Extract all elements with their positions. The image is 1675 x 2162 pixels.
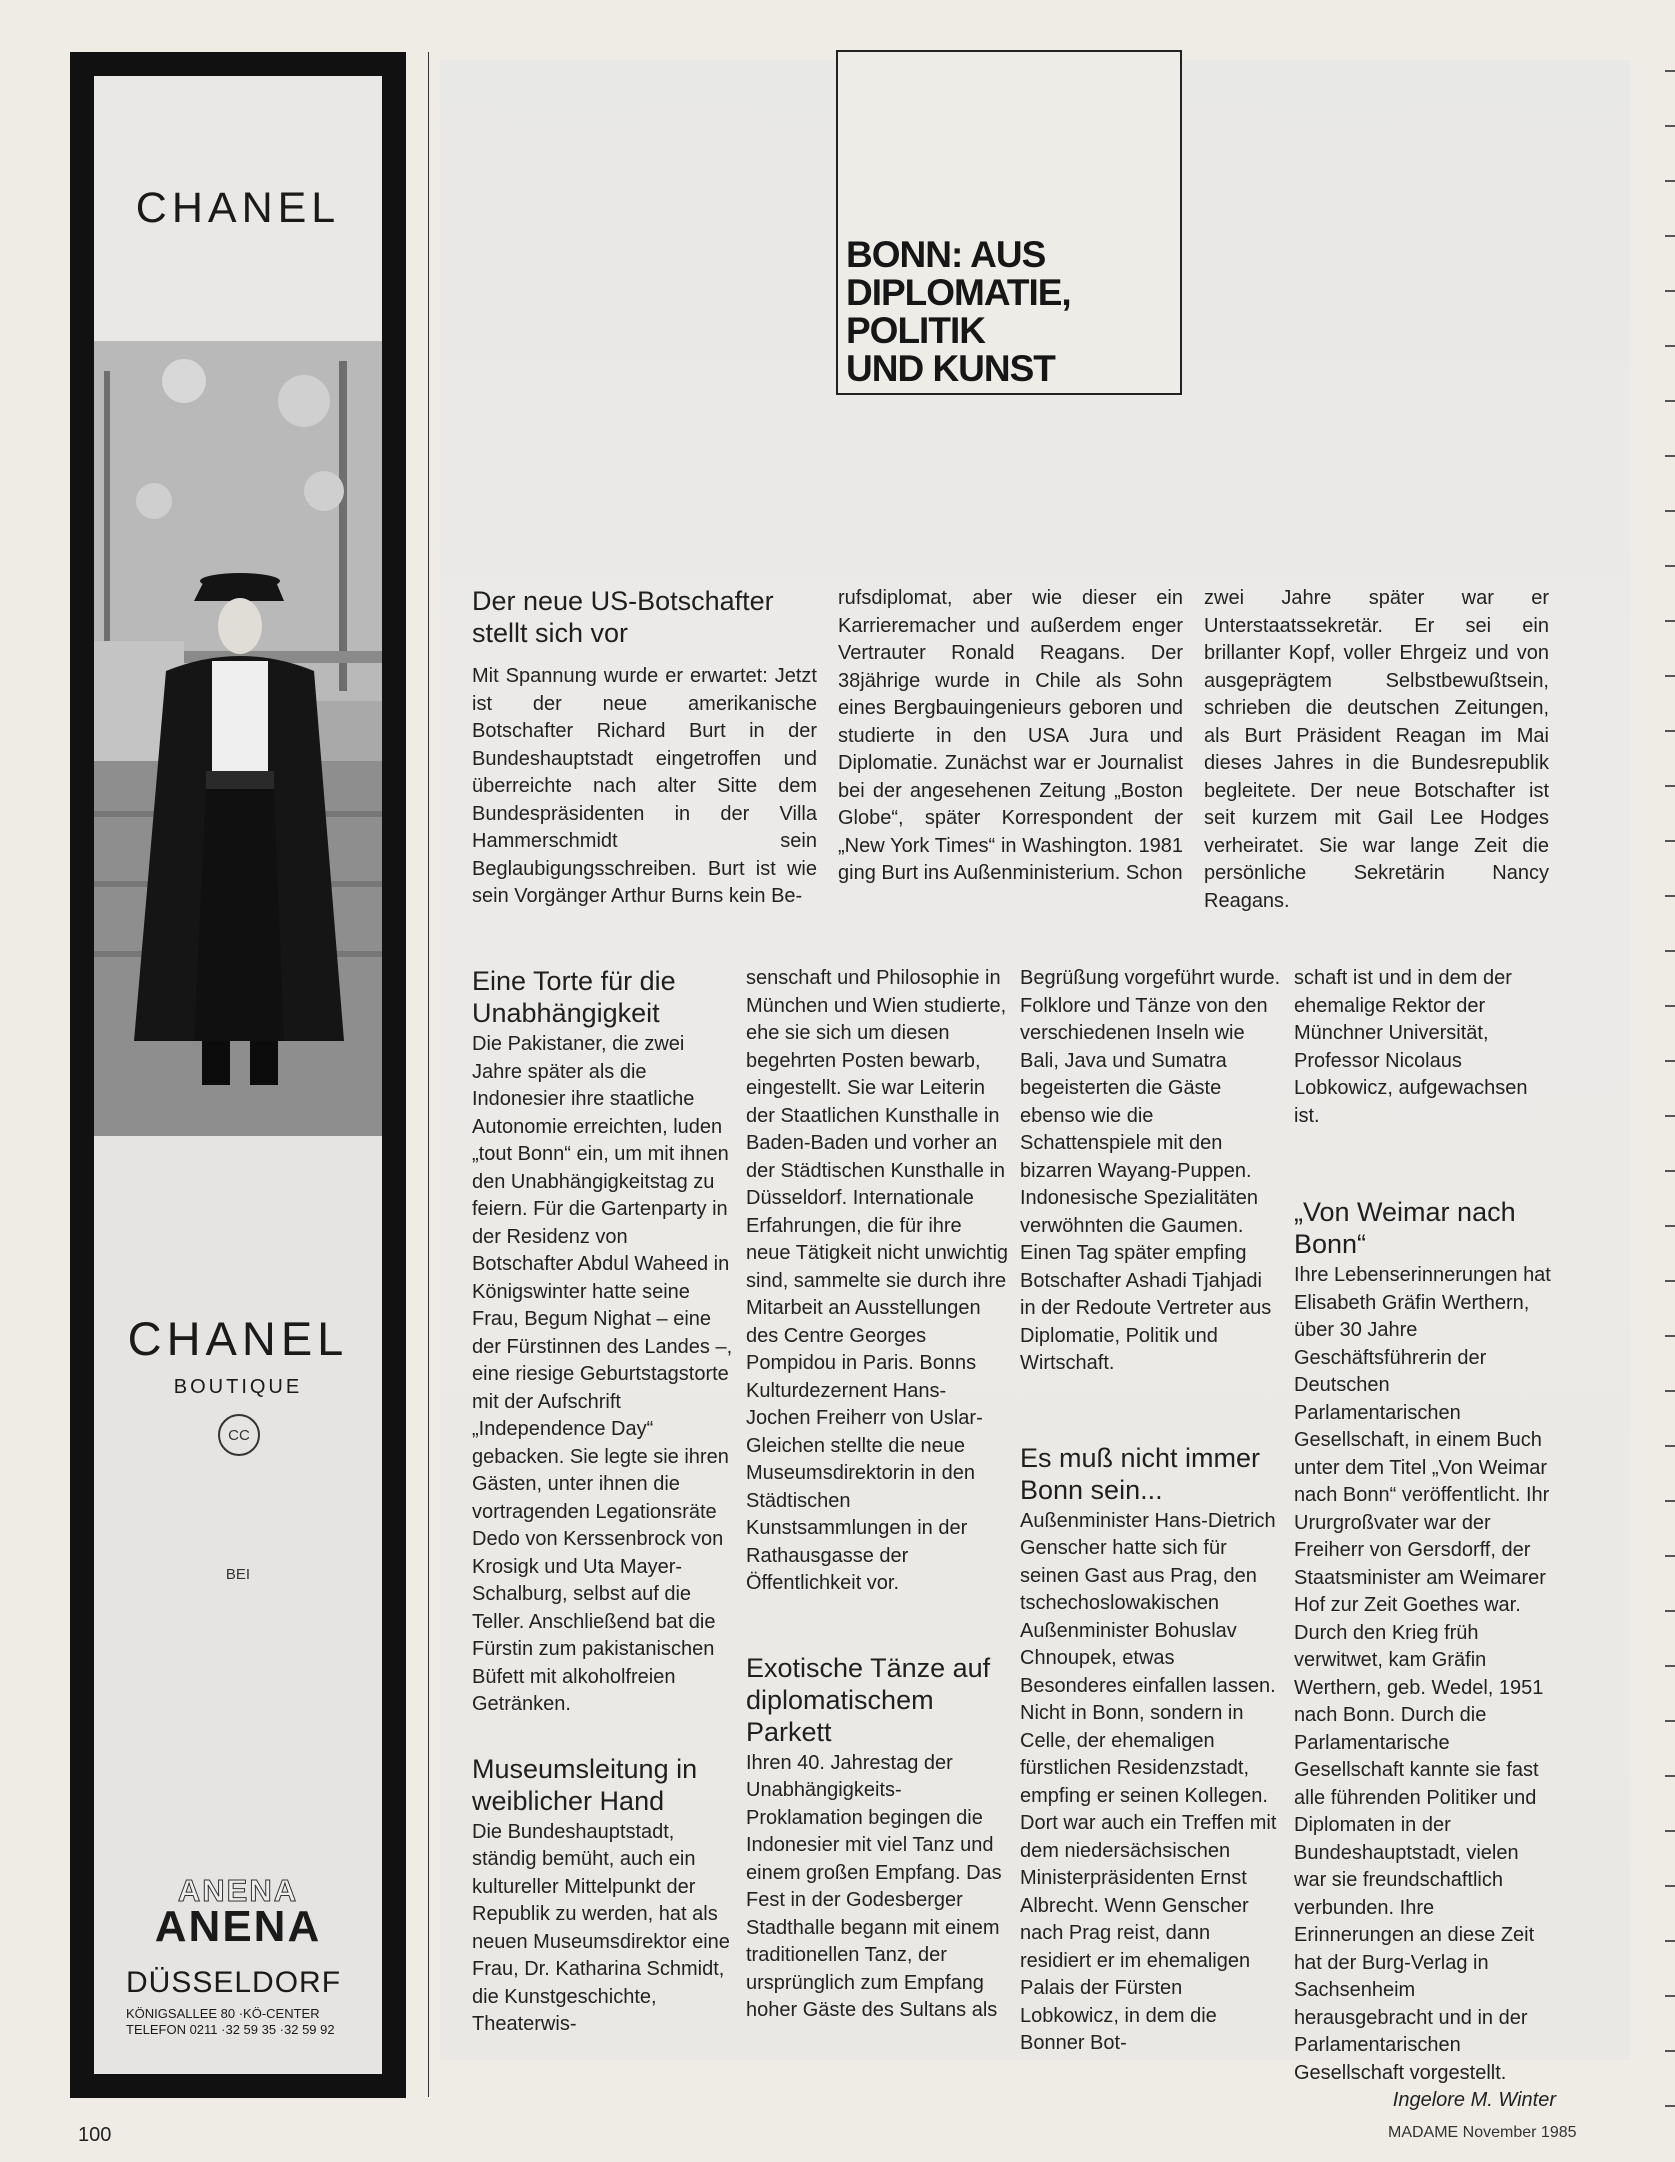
chanel-advertisement xyxy=(70,52,406,2098)
column-divider xyxy=(428,52,429,2097)
ad-panel xyxy=(94,76,382,2074)
article1-column-3 xyxy=(1204,585,1549,915)
store-address: KÖNIGSALLEE 80 ·KÖ-CENTER xyxy=(126,2006,320,2021)
binding-mark xyxy=(1665,1500,1675,1502)
store-contact xyxy=(126,2006,335,2038)
heading-torte: Eine Torte für die Unabhängigkeit xyxy=(472,966,676,1028)
binding-mark xyxy=(1665,840,1675,842)
ad-boutique-section xyxy=(94,1136,382,2074)
binding-mark xyxy=(1665,1720,1675,1722)
binding-mark xyxy=(1665,1005,1675,1007)
binding-mark xyxy=(1665,1390,1675,1392)
chanel-logo-bottom: CHANEL xyxy=(127,1312,349,1365)
bei-label: BEI xyxy=(225,1566,251,1583)
title-line-1: BONN: AUS xyxy=(846,234,1046,275)
magazine-footer: MADAME November 1985 xyxy=(1388,2124,1577,2141)
article1-heading: Der neue US-Botschafter stellt sich vor xyxy=(472,586,774,648)
author-signature: Ingelore M. Winter xyxy=(1392,2089,1556,2111)
binding-mark xyxy=(1665,455,1675,457)
text-taenze-continued: Begrüßung vorgeführt wurde. Folklore und Tänze von den verschiedenen Inseln wie Bali, Java und Sumatra begeisterten die Gäste ebenso wie die Schattenspiele mit den bizarren Wayang-Puppen. Indonesische Spezialitäten verwöhnten die Gaumen. Einen Tag später empfing Botschafter Ashadi Tjahjadi in der Redoute Vertreter aus Diplomatie, Politik und Wirtschaft. xyxy=(1020,967,1281,1374)
binding-mark xyxy=(1665,400,1675,402)
binding-mark xyxy=(1665,125,1675,127)
binding-mark xyxy=(1665,620,1675,622)
binding-mark xyxy=(1665,70,1675,72)
column-a xyxy=(472,965,734,2039)
binding-mark xyxy=(1665,1885,1675,1887)
article1-text-2: rufsdiplomat, aber wie dieser ein Karrieremacher und außerdem enger Vertrauter Ronald Reagans. Der 38jährige wurde in Chile als Sohn eines Bergbauingenieurs geboren und studierte in den USA Jura und Diplomatie. Zunächst war er Journalist bei der angesehenen Zeitung „Boston Globe“, später Korrespondent der „New York Times“ in Washington. 1981 ging Burt ins Außenministerium. Schon xyxy=(838,587,1183,884)
binding-mark xyxy=(1665,1940,1675,1942)
text-bonn-sein: Außenminister Hans-Dietrich Genscher hatte sich für seinen Gast aus Prag, den tschechoslowakischen Außenminister Bohuslav Chnoupek, etwas Besonderes einfallen lassen. Nicht in Bonn, sondern in Celle, der ehemaligen fürstlichen Residenzstadt, empfing er seinen Kollegen. Dort war auch ein Treffen mit dem niedersächsischen Ministerpräsidenten Ernst Albrecht. Wenn Genscher nach Prag reist, dann residiert er im ehemaligen Palais der Fürsten Lobkowicz, in dem die Bonner Bot- xyxy=(1020,1509,1277,2054)
text-museum-continued: senschaft und Philosophie in München und Wien studierte, ehe sie sich um diesen begehrten Posten bewarb, eingestellt. Sie war Leiterin der Staatlichen Kunsthalle in Baden-Baden und vorher an der Städtischen Kunsthalle in Düsseldorf. Internationale Erfahrungen, die für ihre neue Tätigkeit nicht unwichtig sind, sammelte sie durch ihre Mitarbeit an Ausstellungen des Centre Georges Pompidou in Paris. Bonns Kulturdezernent Hans-Jochen Freiherr von Uslar-Gleichen stellte die neue Museumsdirektorin in den Städtischen Kunstsammlungen in der Rathausgasse der Öffentlichkeit vor. xyxy=(746,967,1009,1594)
column-b xyxy=(746,965,1008,2025)
binding-mark xyxy=(1665,1115,1675,1117)
boutique-label: BOUTIQUE xyxy=(173,1376,303,1398)
heading-museumsleitung: Museumsleitung in weiblicher Hand xyxy=(472,1753,698,1816)
anena-logo-main: ANENA xyxy=(154,1902,322,1951)
chanel-cc-icon: CC xyxy=(218,1414,260,1456)
binding-mark xyxy=(1665,950,1675,952)
binding-mark xyxy=(1665,785,1675,787)
page-title xyxy=(846,236,1071,388)
chanel-logo-top: CHANEL xyxy=(135,184,341,232)
column-c xyxy=(1020,965,1282,2058)
text-weimar-bonn: Ihre Lebenserinnerungen hat Elisabeth Gräfin Werthern, über 30 Jahre Geschäftsführerin der Deutschen Parlamentarischen Gesellschaft, in einem Buch unter dem Titel „Von Weimar nach Bonn“ veröffentlicht. Ihr Ururgroßvater war der Freiherr von Gersdorff, der Staatsminister am Weimarer Hof zur Zeit Goethes war. Durch den Krieg früh verwitwet, kam Gräfin Werthern, geb. Wedel, 1951 nach Bonn. Durch die Parlamentarische Gesellschaft kannte sie fast alle führenden Politiker und Diplomaten in der Bundeshauptstadt, vielen war sie freundschaftlich verbunden. Ihre Erinnerungen an diese Zeit hat der Burg-Verlag in Sachsenheim herausgebracht und in der Parlamentarischen Gesellschaft vorgestellt. xyxy=(1294,1264,1551,2084)
binding-edge xyxy=(1661,0,1675,2162)
binding-mark xyxy=(1665,1665,1675,1667)
title-line-2: DIPLOMATIE, xyxy=(846,272,1071,313)
article1-text-1: Mit Spannung wurde er erwartet: Jetzt ist der neue amerikanische Botschafter Richard Burt in der Bundeshauptstadt eingetroffen und überreichte nach alter Sitte dem Bundespräsidenten in der Villa Hammerschmidt sein Beglaubigungsschreiben. Burt ist wie sein Vorgänger Arthur Burns kein Be- xyxy=(472,665,817,907)
binding-mark xyxy=(1665,1775,1675,1777)
binding-mark xyxy=(1665,1555,1675,1557)
ad-header xyxy=(94,76,382,341)
binding-mark xyxy=(1665,235,1675,237)
binding-mark xyxy=(1665,730,1675,732)
binding-mark xyxy=(1665,1445,1675,1447)
heading-weimar-bonn: „Von Weimar nach Bonn“ xyxy=(1294,1197,1516,1259)
text-bonn-sein-continued: schaft ist und in dem der ehemalige Rektor der Münchner Universität, Professor Nicolaus Lobkowicz, aufgewachsen ist. xyxy=(1294,967,1528,1127)
binding-mark xyxy=(1665,1060,1675,1062)
anena-logo-outline: ANENA xyxy=(177,1873,299,1908)
binding-mark xyxy=(1665,1170,1675,1172)
article1-column-2 xyxy=(838,585,1183,888)
ad-photo xyxy=(94,341,382,1136)
binding-mark xyxy=(1665,1830,1675,1832)
binding-mark xyxy=(1665,565,1675,567)
page-number: 100 xyxy=(78,2124,112,2146)
binding-mark xyxy=(1665,895,1675,897)
text-torte: Die Pakistaner, die zwei Jahre später als die Indonesier ihre staatliche Autonomie erreichten, luden „tout Bonn“ ein, um mit ihnen den Unabhängigkeitstag zu feiern. Für die Gartenparty in der Residenz von Botschafter Abdul Waheed in Königswinter hatte seine Frau, Begum Nighat – eine der Fürstinnen des Landes –, eine riesige Geburtstagstorte mit der Aufschrift „Independence Day“ gebacken. Sie legte sie ihren Gästen, unter ihnen die vortragenden Legationsräte Dedo von Kerssenbrock von Krosigk und Uta Mayer-Schalburg, selbst auf die Teller. Anschließend bat die Fürstin zum pakistanischen Büfett mit alkoholfreien Getränken. xyxy=(472,1033,733,1715)
article1-text-3: zwei Jahre später war er Unterstaatssekretär. Er sei ein brillanter Kopf, voller Ehrgeiz und von ausgeprägtem Selbstbewußtsein, schrieben die deutschen Zeitungen, als Burt Präsident Reagan im Mai dieses Jahres in die Bundesrepublik begleitete. Der neue Botschafter ist seit kurzem mit Gail Lee Hodges verheiratet. Sie war lange Zeit die persönliche Sekretärin Nancy Reagans. xyxy=(1204,587,1549,912)
binding-mark xyxy=(1665,345,1675,347)
binding-mark xyxy=(1665,1610,1675,1612)
headline-box xyxy=(836,50,1182,395)
binding-mark xyxy=(1665,2050,1675,2052)
binding-mark xyxy=(1665,290,1675,292)
heading-exotische-taenze: Exotische Tänze auf diplomatischem Parkett xyxy=(746,1652,991,1747)
title-line-3: POLITIK xyxy=(846,310,985,351)
text-exotische-taenze: Ihren 40. Jahrestag der Unabhängigkeits-Proklamation begingen die Indonesier mit viel Tanz und einem großen Empfang. Das Fest in der Godesberger Stadthalle begann mit einem traditionellen Tanz, der ursprünglich zum Empfang hoher Gäste des Sultans als xyxy=(746,1751,1002,2021)
binding-mark xyxy=(1665,675,1675,677)
binding-mark xyxy=(1665,510,1675,512)
binding-mark xyxy=(1665,1225,1675,1227)
binding-mark xyxy=(1665,1335,1675,1337)
title-line-4: UND KUNST xyxy=(846,348,1055,389)
fashion-photo-illustration xyxy=(94,341,382,1136)
store-city: DÜSSELDORF xyxy=(126,1966,342,1999)
binding-mark xyxy=(1665,2105,1675,2107)
binding-mark xyxy=(1665,1995,1675,1997)
anena-logo xyxy=(94,1873,382,1951)
store-phone: TELEFON 0211 ·32 59 35 ·32 59 92 xyxy=(126,2022,335,2037)
binding-mark xyxy=(1665,180,1675,182)
article1-column-1 xyxy=(472,585,817,911)
heading-bonn-sein: Es muß nicht immer Bonn sein... xyxy=(1020,1442,1261,1505)
text-museumsleitung: Die Bundeshauptstadt, ständig bemüht, auch ein kultureller Mittelpunkt der Republik zu werden, hat als neuen Museumsdirektor eine Frau, Dr. Katharina Schmidt, die Kunstgeschichte, Theaterwis- xyxy=(472,1820,730,2035)
binding-mark xyxy=(1665,1280,1675,1282)
column-d xyxy=(1294,965,1556,2115)
